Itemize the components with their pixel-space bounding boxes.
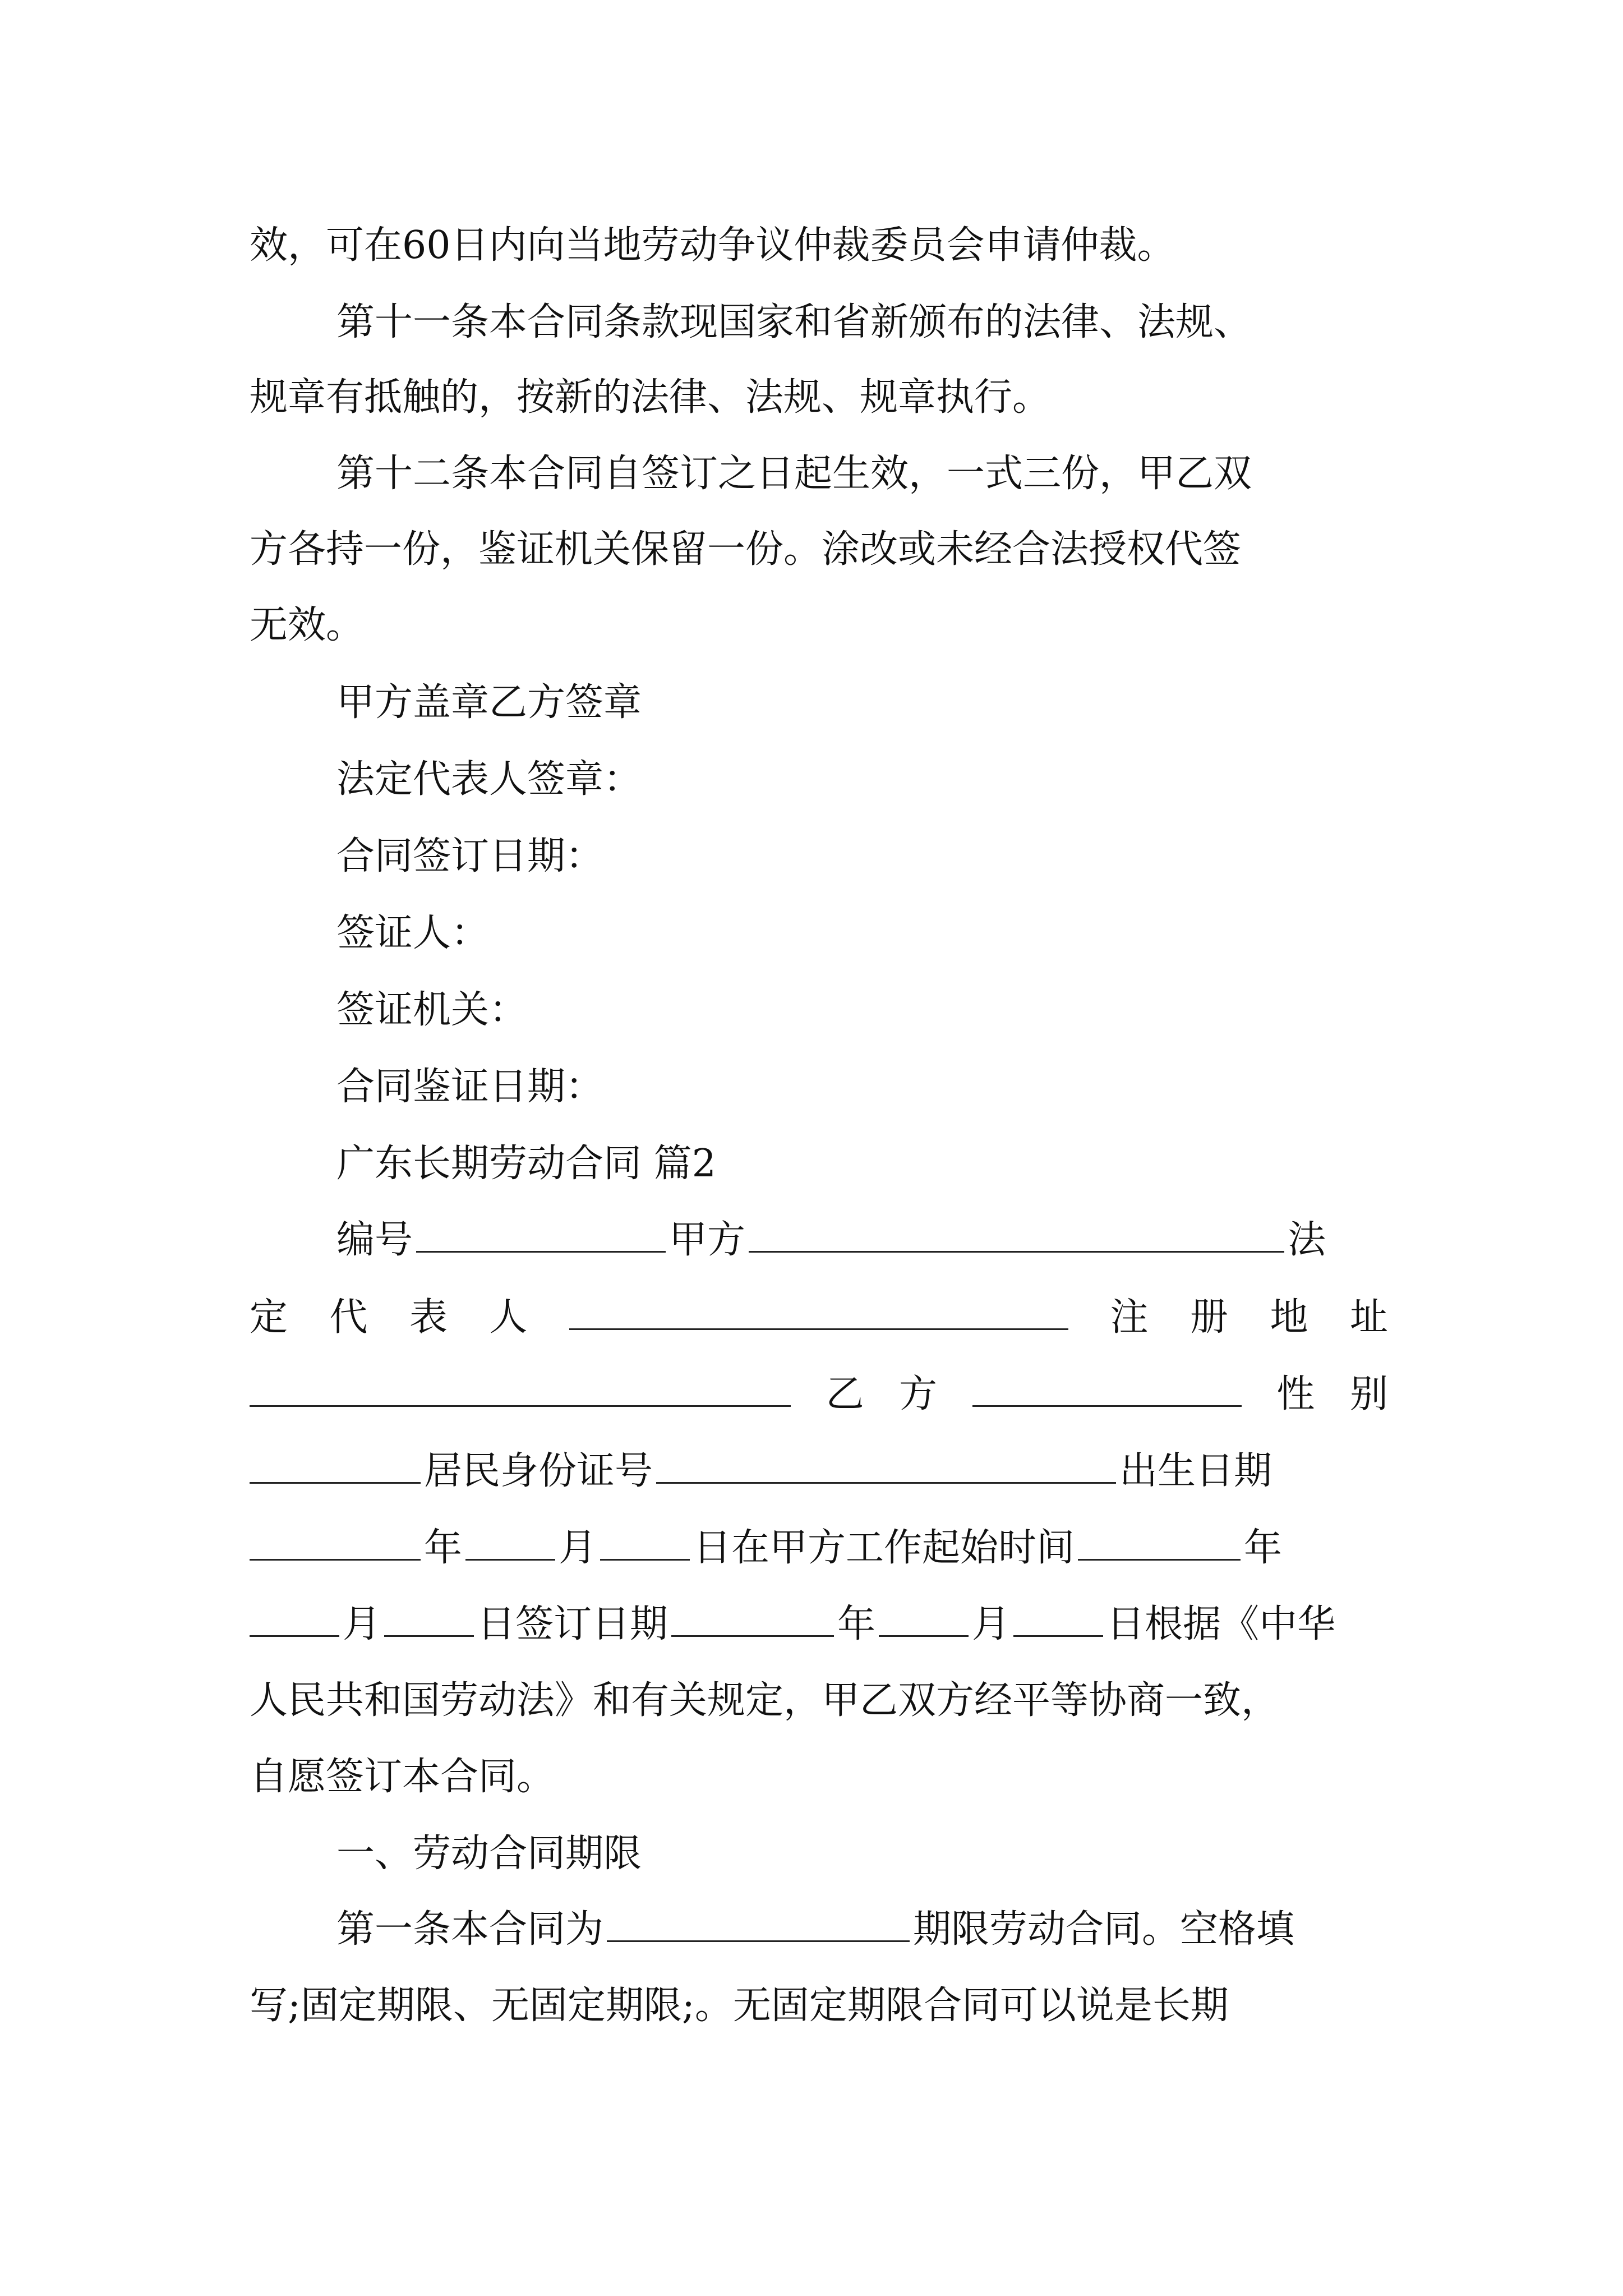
form-line	[250, 1523, 1388, 1573]
form-label: 年	[424, 1526, 463, 1570]
form-label: 第一条本合同为	[336, 1907, 604, 1952]
blank-field	[250, 1373, 791, 1407]
form-label: 册	[1189, 1295, 1228, 1340]
signature-line: 甲方盖章乙方签章	[336, 680, 642, 725]
form-label: 出生日期	[1119, 1449, 1272, 1493]
blank-field	[384, 1603, 474, 1637]
blank-field	[607, 1908, 910, 1942]
blank-field	[600, 1526, 690, 1561]
blank-field	[1078, 1526, 1241, 1561]
signature-line: 签证人：	[336, 911, 490, 955]
text-line: 规章有抵触的，按新的法律、法规、规章执行。	[250, 375, 1051, 420]
blank-field	[671, 1603, 834, 1637]
signature-line: 合同鉴证日期：	[336, 1065, 604, 1109]
section-heading: 一、劳动合同期限	[336, 1832, 642, 1876]
text-line: 第十一条本合同条款现国家和省新颁布的法律、法规、	[336, 300, 1252, 344]
text-line: 写;固定期限、无固定期限;。无固定期限合同可以说是长期	[250, 1984, 1229, 2028]
form-line	[250, 1446, 1388, 1497]
text-line: 效，可在60日内向当地劳动争议仲裁委员会申请仲裁。	[250, 223, 1175, 268]
form-label: 月	[343, 1602, 381, 1646]
form-label: 代	[329, 1295, 368, 1340]
form-label: 别	[1349, 1372, 1388, 1416]
form-label: 定	[250, 1295, 288, 1340]
form-label: 法	[1288, 1218, 1326, 1262]
blank-field	[250, 1526, 421, 1561]
form-label: 性	[1276, 1372, 1315, 1416]
text-line: 自愿签订本合同。	[250, 1755, 555, 1799]
text-line: 人民共和国劳动法》和有关规定，甲乙双方经平等协商一致，	[250, 1678, 1280, 1723]
blank-field	[1013, 1603, 1103, 1637]
blank-field	[569, 1296, 1068, 1330]
signature-line: 签证机关：	[336, 988, 528, 1032]
form-label: 期限劳动合同。空格填	[913, 1907, 1295, 1952]
signature-line: 合同签订日期：	[336, 834, 604, 878]
form-line	[336, 1904, 1388, 1955]
text-line: 第十二条本合同自签订之日起生效，一式三份，甲乙双	[336, 452, 1252, 496]
section-heading: 广东长期劳动合同 篇2	[336, 1142, 716, 1186]
text-line: 方各持一份，鉴证机关保留一份。涂改或未经合法授权代签	[250, 527, 1242, 572]
blank-field	[250, 1450, 421, 1484]
form-label: 注	[1110, 1295, 1149, 1340]
form-label: 乙	[826, 1372, 864, 1416]
form-line	[250, 1292, 1388, 1343]
form-label: 居民身份证号	[424, 1449, 653, 1493]
form-label: 方	[899, 1372, 938, 1416]
form-label: 年	[837, 1602, 876, 1646]
form-line	[250, 1599, 1388, 1650]
blank-field	[749, 1218, 1284, 1253]
text-line: 无效。	[250, 603, 365, 647]
blank-field	[465, 1526, 555, 1561]
blank-field	[416, 1218, 666, 1253]
form-line	[250, 1369, 1388, 1420]
form-label: 人	[489, 1295, 528, 1340]
blank-field	[250, 1603, 339, 1637]
form-label: 址	[1349, 1295, 1388, 1340]
blank-field	[656, 1450, 1116, 1484]
form-line	[336, 1215, 1388, 1266]
form-label: 年	[1244, 1526, 1283, 1570]
blank-field	[879, 1603, 969, 1637]
form-label: 地	[1270, 1295, 1308, 1340]
signature-line: 法定代表人签章：	[336, 757, 642, 802]
form-label: 月	[559, 1526, 597, 1570]
form-label: 月	[972, 1602, 1011, 1646]
form-label: 日在甲方工作起始时间	[693, 1526, 1075, 1570]
form-label: 甲方	[669, 1218, 746, 1262]
form-label: 日签订日期	[477, 1602, 668, 1646]
form-label: 表	[409, 1295, 448, 1340]
blank-field	[972, 1373, 1242, 1407]
form-label: 编号	[336, 1218, 413, 1262]
form-label: 日根据《中华	[1106, 1602, 1336, 1646]
